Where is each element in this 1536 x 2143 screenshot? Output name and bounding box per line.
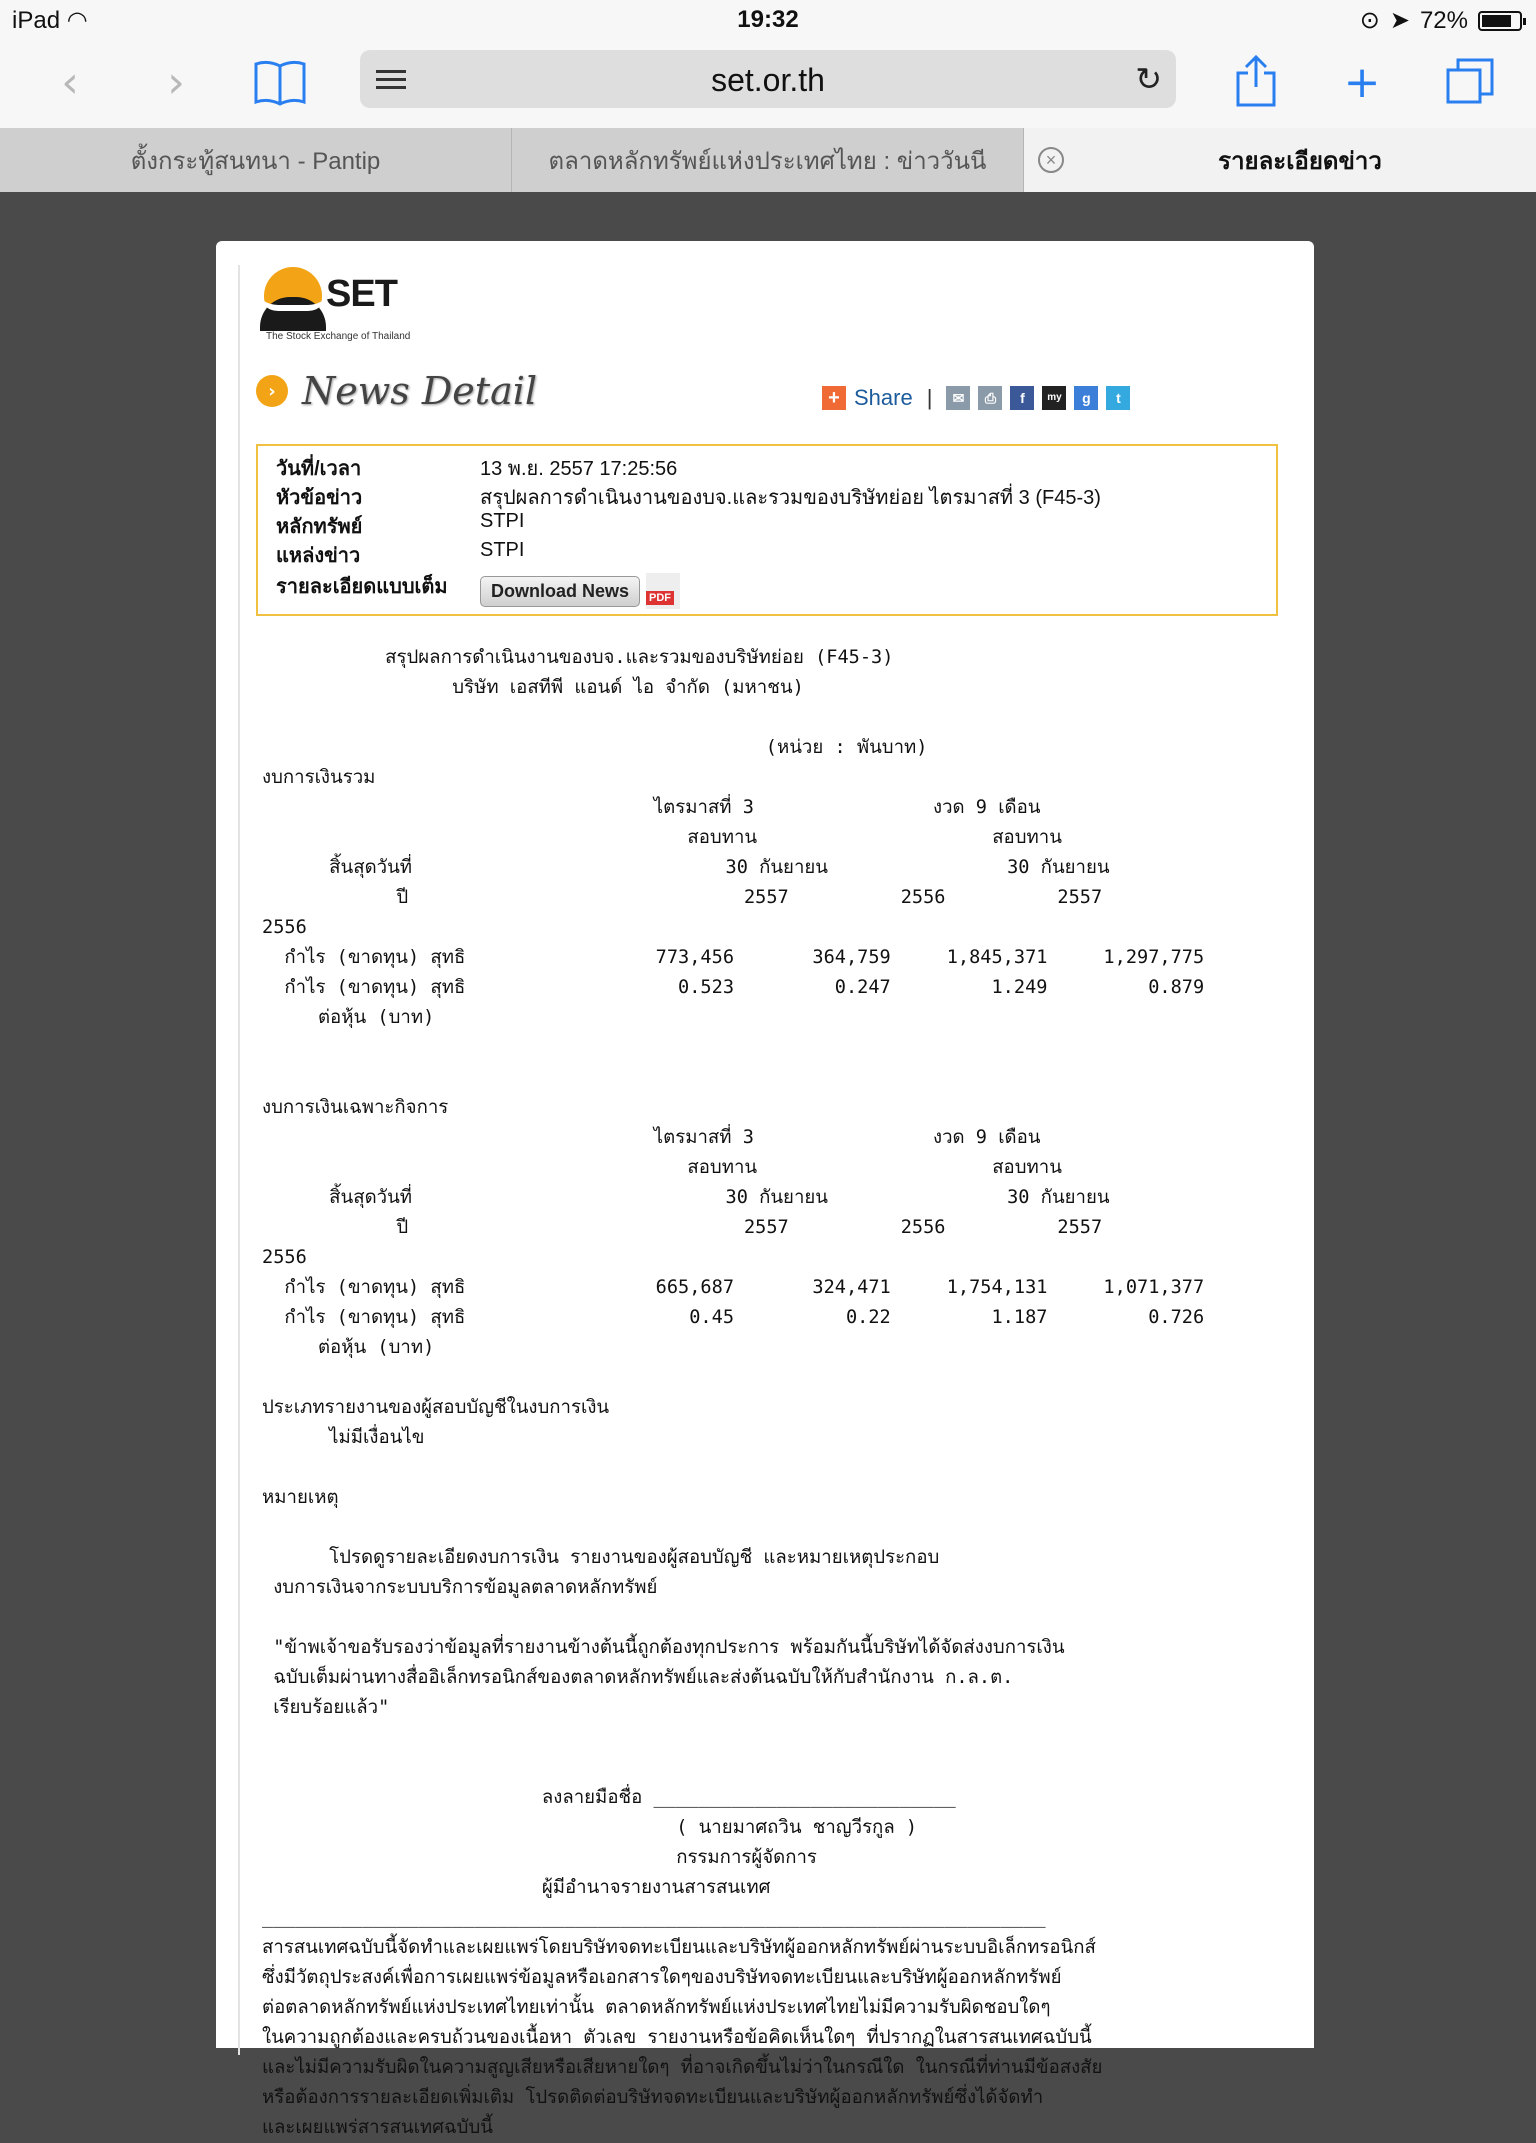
security-label: หลักทรัพย์ [276, 516, 363, 538]
date-value: 13 พ.ย. 2557 17:25:56 [480, 458, 678, 480]
tab-strip [0, 128, 1536, 192]
device-name: iPad [12, 7, 61, 34]
download-news-button[interactable] [480, 573, 680, 609]
news-body: สรุปผลการดำเนินงานของบจ.และรวมของบริษัทย่อย (F45-3) บริษัท เอสทีพี แอนด์ ไอ จำกัด (มหาชน) (หน่วย : พันบาท) งบการเงินรวม ไตรมาสที่ 3 งวด 9 เดือน สอบทาน สอบทาน สิ้นสุดวันที่ 30 กันยายน 30 กันยายน ปี 2557 2556 2557 2556 กำไร (ขาดทุน) สุทธิ 773,456 364,759 1,845,371 1,297,775 กำไร (ขาดทุน) สุทธิ 0.523 0.247 1.249 0.879 ต่อหุ้น (บาท) งบการเงินเฉพาะกิจการ ไตรมาสที่ 3 งวด 9 เดือน สอบทาน สอบทาน สิ้นสุดวันที่ 30 กันยายน 30 กันยายน ปี 2557 2556 2557 2556 กำไร (ขาดทุน) สุทธิ 665,687 324,471 1,754,131 1,071,377 กำไร (ขาดทุน) สุทธิ 0.45 0.22 1.187 0.726 ต่อหุ้น (บาท) ประเภทรายงานของผู้สอบบัญชีในงบการเงิน ไม่มีเงื่อนไข หมายเหตุ โปรดดูรายละเอียดงบการเงิน รายงานของผู้สอบบัญชี และหมายเหตุประกอบ งบการเงินจากระบบบริการข้อมูลตลาดหลักทรัพย์ "ข้าพเจ้าขอรับรองว่าข้อมูลที่รายงานข้างต้นนี้ถูกต้องทุกประการ พร้อมกันนี้บริษัทได้จัดส่งงบการเงิน ฉบับเต็มผ่านทางสื่ออิเล็กทรอนิกส์ของตลาดหลักทรัพย์และส่งต้นฉบับให้กับสำนักงาน ก.ล.ต. เรียบร้อยแล้ว" ลงลายมือชื่อ ___________________________ ( นายมาศถวิน ชาญวีรกูล ) กรรมการผู้จัดการ ผู้มีอำนาจรายงานสารสนเทศ ______________________________________________________________________ สารสนเทศฉบับนี้จัดทำและเผยแพร่โดยบริษัทจดทะเบียนและบริษัทผู้ออกหลักทรัพย์ผ่านระบบอิเล็กทรอนิกส์ ซึ่งมีวัตถุประสงค์เพื่อการเผยแพร่ข้อมูลหรือเอกสารใดๆของบริษัทจดทะเบียนและบริษัทผู้ออกหลักทรัพย์ ต่อตลาดหลักทรัพย์แห่งประเทศไทยเท่านั้น ตลาดหลักทรัพย์แห่งประเทศไทยไม่มีความรับผิดชอบใดๆ ในความถูกต้องและครบถ้วนของเนื้อหา ตัวเลข รายงานหรือข้อคิดเห็นใดๆ ที่ปรากฏในสารสนเทศฉบับนี้ และไม่มีความรับผิดในความสูญเสียหรือเสียหายใดๆ ที่อาจเกิดขึ้นไม่ว่าในกรณีใด ในกรณีที่ท่านมีข้อสงสัย หรือต้องการรายละเอียดเพิ่มเติม โปรดติดต่อบริษัทจดทะเบียนและบริษัทผู้ออกหลักทรัพย์ซึ่งได้จัดทำ และเผยแพร่สารสนเทศฉบับนี้ [262, 647, 1205, 2138]
security-value: STPI [480, 510, 525, 532]
myspace-icon[interactable]: my [1042, 386, 1066, 410]
browser-toolbar [0, 42, 1536, 128]
url-text: set.or.th [711, 62, 825, 98]
facebook-icon[interactable]: f [1010, 386, 1034, 410]
full-detail-label: รายละเอียดแบบเต็ม [276, 576, 448, 598]
tab-news-detail[interactable] [1024, 128, 1536, 192]
status-right [1360, 6, 1522, 35]
forward-button[interactable]: › [167, 56, 185, 108]
source-value: STPI [480, 539, 525, 561]
battery-icon [1478, 11, 1522, 31]
share-plus-icon[interactable]: + [822, 386, 846, 410]
set-logo-tagline: The Stock Exchange of Thailand [266, 331, 411, 342]
share-separator: | [926, 385, 933, 410]
tab-set-news[interactable]: ตลาดหลักทรัพย์แห่งประเทศไทย : ข่าววันนี [512, 128, 1024, 192]
share-icon[interactable] [1226, 52, 1286, 112]
share-bar [822, 385, 1130, 411]
tabs-overview-icon[interactable] [1440, 52, 1500, 112]
share-link[interactable]: Share [854, 385, 913, 410]
email-icon[interactable]: ✉ [946, 386, 970, 410]
print-icon[interactable]: ⎙ [978, 386, 1002, 410]
headline-label: หัวข้อข่าว [276, 487, 363, 509]
new-tab-icon[interactable]: + [1343, 56, 1381, 108]
status-time: 19:32 [737, 6, 799, 33]
wifi-icon: ◠ [66, 7, 88, 34]
headline-value: สรุปผลการดำเนินงานของบจ.และรวมของบริษัทย่อย ไตรมาสที่ 3 (F45-3) [480, 487, 1101, 509]
source-label: แหล่งข่าว [276, 545, 361, 567]
google-icon[interactable]: g [1074, 386, 1098, 410]
reload-icon[interactable]: ↻ [1135, 61, 1162, 97]
news-detail-heading [256, 369, 537, 413]
pdf-icon-label: PDF [646, 591, 674, 605]
twitter-icon[interactable]: t [1106, 386, 1130, 410]
arrow-bullet-icon: › [256, 375, 288, 407]
web-page [216, 241, 1314, 2138]
back-button[interactable]: ‹ [61, 56, 79, 108]
news-info-box [256, 444, 1278, 616]
tab-news-detail-label: รายละเอียดข่าว [1218, 147, 1382, 175]
date-label: วันที่/เวลา [276, 458, 362, 480]
battery-percent: 72% [1419, 6, 1468, 34]
tab-pantip[interactable]: ตั้งกระทู้สนทนา - Pantip [0, 128, 512, 192]
bookmarks-icon[interactable] [250, 52, 310, 112]
pdf-icon[interactable] [646, 573, 680, 609]
download-news-label: Download News [480, 576, 640, 607]
location-icon: ➤ [1389, 7, 1410, 34]
close-tab-icon[interactable]: × [1038, 147, 1064, 173]
address-bar[interactable] [360, 50, 1176, 108]
status-bar [0, 0, 1536, 42]
set-logo-name: SET [326, 273, 397, 315]
page-title: News Detail [302, 369, 538, 413]
set-logo-mark [264, 267, 322, 325]
rotation-lock-icon: ⊙ [1359, 7, 1380, 34]
